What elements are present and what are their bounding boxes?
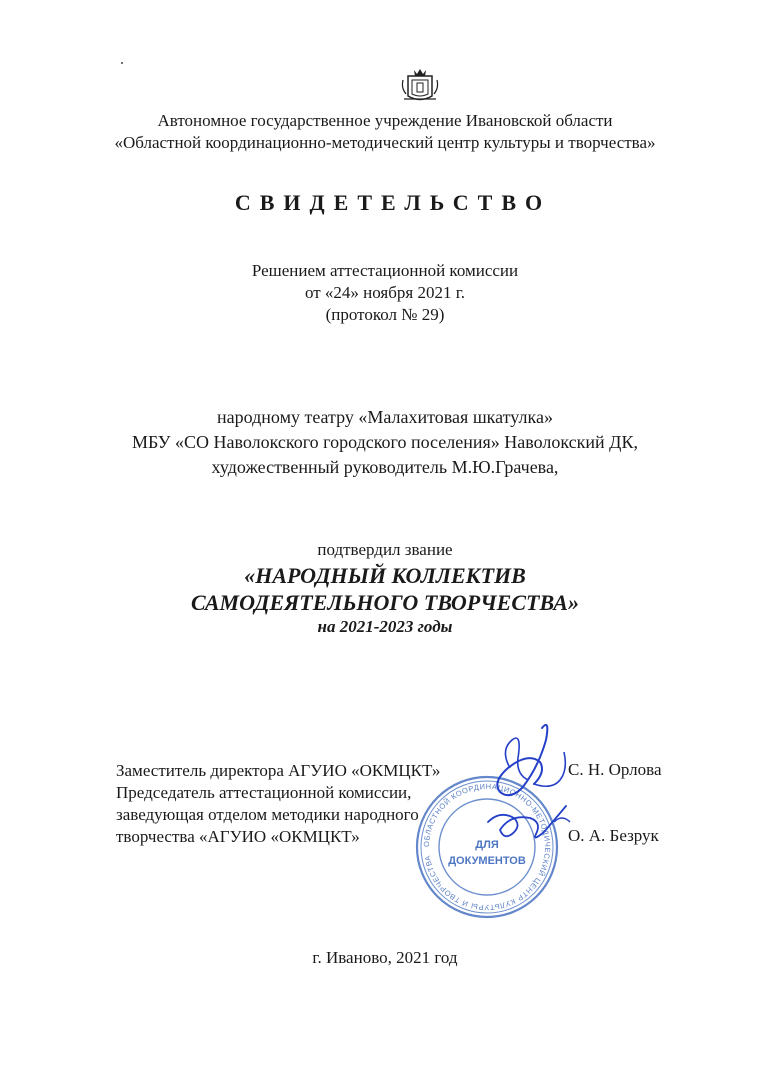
recipient-line-1: народному театру «Малахитовая шкатулка» — [217, 407, 553, 427]
signatory-title-1: Заместитель директора АГУИО «ОКМЦКТ» — [116, 761, 441, 780]
recipient-line-2: МБУ «СО Наволокского городского поселения» Наволокский ДК, — [132, 432, 638, 452]
signatory-name-bezruk: О. А. Безрук — [568, 826, 659, 845]
decision-line-1: Решением аттестационной комиссии — [251, 261, 519, 280]
signatory-title-4: творчества «АГУИО «ОКМЦКТ» — [116, 827, 360, 846]
recipient-line-3: художественный руководитель М.Ю.Грачева, — [211, 457, 559, 477]
rank-line-1: «НАРОДНЫЙ КОЛЛЕКТИВ — [244, 563, 526, 588]
decision-block — [0, 260, 770, 326]
coat-of-arms-icon — [400, 66, 440, 104]
signatory-title-3: заведующая отделом методики народного — [116, 805, 419, 824]
organization-name — [0, 110, 770, 154]
rank-line-2: САМОДЕЯТЕЛЬНОГО ТВОРЧЕСТВА» — [191, 590, 579, 615]
confirmed-label: подтвердил звание — [317, 540, 453, 559]
recipient-block — [0, 405, 770, 480]
place-and-year: г. Иваново, 2021 год — [312, 948, 458, 967]
org-line-2: «Областной координационно-методический центр культуры и творчества» — [114, 133, 656, 152]
stamp-center-line-1: ДЛЯ — [475, 839, 499, 851]
validity-years: на 2021-2023 годы — [317, 617, 453, 636]
stamp-center-line-2: ДОКУМЕНТОВ — [448, 855, 526, 867]
signatory-titles — [116, 760, 440, 848]
signatory-title-2: Председатель аттестационной комиссии, — [116, 783, 412, 802]
org-line-1: Автономное государственное учреждение Ивановской области — [157, 111, 613, 130]
stamp-ring-text: ОБЛАСТНОЙ КООРДИНАЦИОННО-МЕТОДИЧЕСКИЙ ЦЕНТР КУЛЬТУРЫ И ТВОРЧЕСТВА — [421, 781, 553, 913]
scan-speck — [121, 62, 123, 64]
rank-title — [0, 562, 770, 616]
protocol-number: (протокол № 29) — [325, 305, 445, 324]
document-title: СВИДЕТЕЛЬСТВО — [234, 190, 552, 215]
handwritten-signatures — [470, 710, 590, 870]
signatory-name-orlova: С. Н. Орлова — [568, 760, 662, 779]
decision-date: от «24» ноября 2021 г. — [304, 283, 466, 302]
